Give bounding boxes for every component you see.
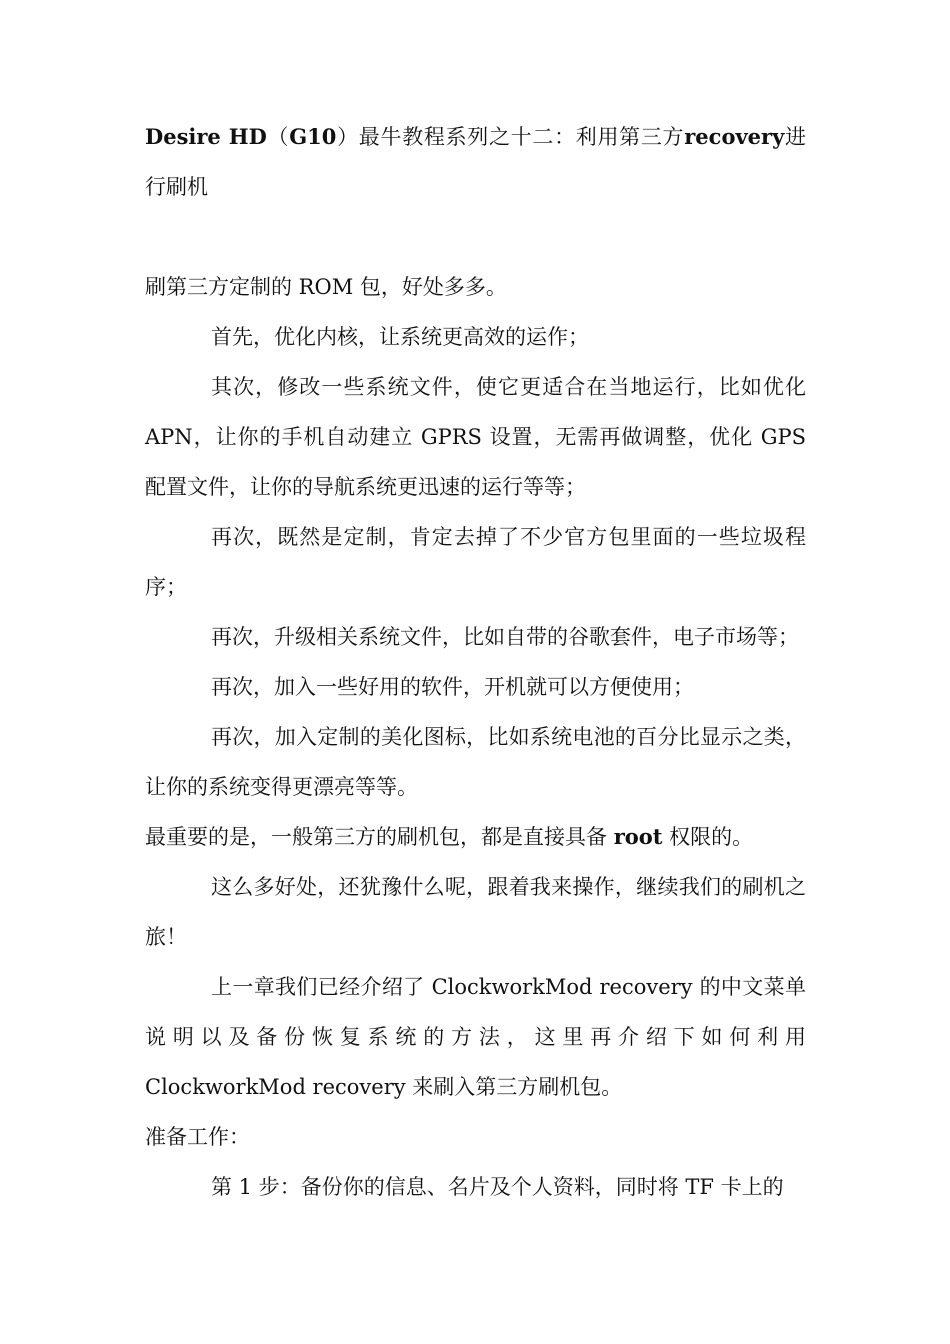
- paragraph: 第 1 步：备份你的信息、名片及个人资料，同时将 TF 卡上的: [211, 1175, 784, 1199]
- title-series: ）最牛教程系列之十二：利用第三方: [336, 125, 685, 149]
- title-model: G10: [289, 124, 337, 149]
- document-body: [145, 112, 806, 1212]
- paragraph: 再次，加入一些好用的软件，开机就可以方便使用；: [211, 675, 694, 699]
- paragraph-root: [145, 812, 806, 862]
- root-after: 权限的。: [662, 825, 754, 849]
- section-heading: 准备工作：: [145, 1125, 250, 1149]
- document-title: [145, 112, 806, 212]
- root-before: 最重要的是，一般第三方的刷机包，都是直接具备: [145, 825, 614, 849]
- paragraph: 再次，既然是定制，肯定去掉了不少官方包里面的一些垃圾程序；: [145, 525, 806, 599]
- paragraph: 其次，修改一些系统文件，使它更适合在当地运行，比如优化 APN，让你的手机自动建立 GPRS 设置，无需再做调整，优化 GPS 配置文件，让你的导航系统更迅速的运行等等；: [145, 375, 806, 499]
- title-paren-open: （: [266, 125, 290, 149]
- paragraph: 再次，加入定制的美化图标，比如系统电池的百分比显示之类，让你的系统变得更漂亮等等。: [145, 725, 806, 799]
- title-recovery: recovery: [684, 124, 785, 149]
- paragraph: 再次，升级相关系统文件，比如自带的谷歌套件，电子市场等；: [211, 625, 799, 649]
- paragraph: 首先，优化内核，让系统更高效的运作；: [211, 325, 589, 349]
- root-bold: root: [613, 824, 663, 849]
- title-product: Desire HD: [145, 124, 267, 149]
- spacer: [145, 212, 806, 262]
- paragraph: 刷第三方定制的 ROM 包，好处多多。: [145, 275, 507, 299]
- paragraph: 上一章我们已经介绍了 ClockworkMod recovery 的中文菜单说明以及备份恢复系统的方法，这里再介绍下如何利用 ClockworkMod recovery 来刷入第三方刷机包。: [145, 975, 806, 1099]
- paragraph: 这么多好处，还犹豫什么呢，跟着我来操作，继续我们的刷机之旅！: [145, 875, 806, 949]
- title-end: 进行刷机: [145, 125, 806, 199]
